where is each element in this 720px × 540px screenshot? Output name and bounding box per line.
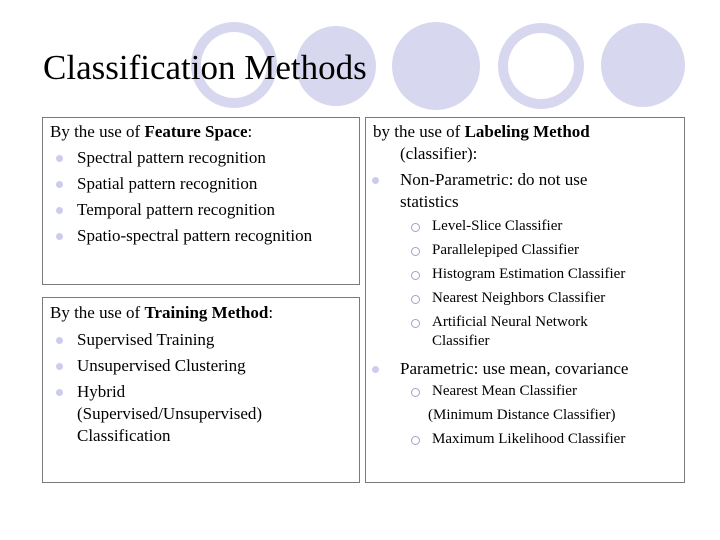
nonparametric-item: Histogram Estimation Classifier	[432, 266, 626, 282]
ring-bullet-icon	[411, 436, 420, 445]
ring-bullet-icon	[411, 295, 420, 304]
bullet-icon	[372, 177, 379, 184]
bullet-icon	[372, 366, 379, 373]
parametric-item: (Minimum Distance Classifier)	[428, 407, 616, 423]
training-item: (Supervised/Unsupervised)	[77, 404, 263, 423]
training-item: Unsupervised Clustering	[77, 356, 246, 375]
training-method-box	[42, 297, 360, 483]
training-method-heading: By the use of Training Method:	[50, 303, 274, 322]
decor-circle	[601, 23, 685, 107]
nonparametric-item: Artificial Neural Network	[432, 314, 588, 330]
bullet-icon	[56, 337, 63, 344]
parametric-item: Maximum Likelihood Classifier	[432, 431, 626, 447]
parametric-item: Nearest Mean Classifier	[432, 383, 577, 399]
decor-circle	[392, 22, 480, 110]
nonparametric-item: Level-Slice Classifier	[432, 218, 563, 234]
feature-item: Spatial pattern recognition	[77, 174, 258, 193]
ring-bullet-icon	[411, 319, 420, 328]
feature-item: Spectral pattern recognition	[77, 148, 266, 167]
bullet-icon	[56, 207, 63, 214]
feature-item: Temporal pattern recognition	[77, 200, 276, 219]
training-item: Hybrid	[77, 382, 126, 401]
labeling-method-heading: by the use of Labeling Method	[373, 122, 590, 141]
bullet-icon	[56, 155, 63, 162]
bullet-icon	[56, 181, 63, 188]
nonparametric-item: Parallelepiped Classifier	[432, 242, 580, 258]
training-item: Classification	[77, 426, 171, 445]
slide-title: Classification Methods	[43, 48, 367, 87]
bullet-icon	[56, 233, 63, 240]
nonparametric-label-line2: statistics	[400, 192, 459, 211]
training-item: Supervised Training	[77, 330, 215, 349]
nonparametric-item: Classifier	[432, 333, 490, 349]
feature-space-heading: By the use of Feature Space:	[50, 122, 253, 141]
ring-bullet-icon	[411, 271, 420, 280]
ring-bullet-icon	[411, 388, 420, 397]
feature-space-box	[42, 117, 360, 285]
bullet-icon	[56, 389, 63, 396]
nonparametric-label: Non-Parametric: do not use	[400, 170, 588, 189]
parametric-label: Parametric: use mean, covariance	[400, 359, 629, 378]
labeling-method-heading-line2: (classifier):	[400, 144, 478, 163]
decor-circle	[508, 33, 574, 99]
nonparametric-item: Nearest Neighbors Classifier	[432, 290, 606, 306]
bullet-icon	[56, 363, 63, 370]
labeling-method-box	[365, 117, 685, 483]
ring-bullet-icon	[411, 247, 420, 256]
feature-item: Spatio-spectral pattern recognition	[77, 226, 313, 245]
ring-bullet-icon	[411, 223, 420, 232]
